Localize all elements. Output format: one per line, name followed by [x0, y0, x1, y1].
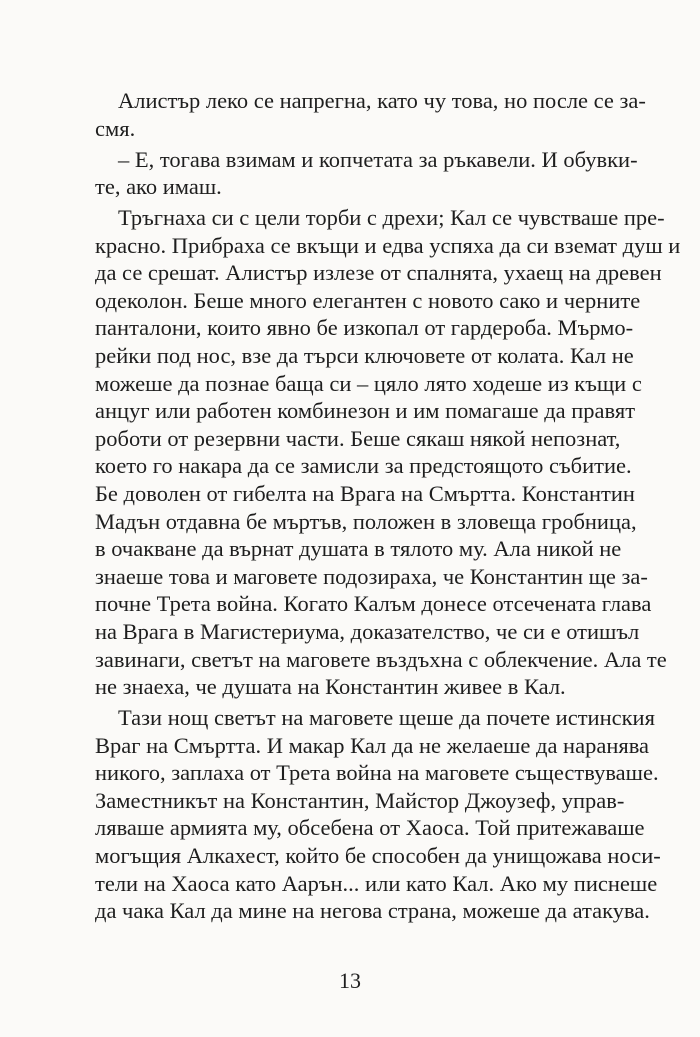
line-text: те, ако имаш. [95, 174, 222, 199]
line-text: анцуг или работен комбинезон и им помагаше да правят [95, 398, 636, 423]
text-line [0, 896, 700, 936]
line-text: ляваше армията му, обсебена от Хаоса. Той притежаваше [95, 815, 645, 840]
line-text: да чака Кал да мине на негова страна, можеше да атакува. [95, 898, 650, 923]
line-text: Заместникът на Константин, Майстор Джоузеф, управ- [95, 788, 625, 813]
line-text: знаеше това и маговете подозираха, че Константин ще за- [95, 564, 648, 589]
line-text: което го накара да се замисли за предстоящото събитие. [95, 453, 632, 478]
line-text: смя. [95, 116, 136, 141]
line-text: – Е, тогава взимам и копчетата за ръкавели. И обувки- [118, 147, 638, 172]
page-number: 13 [339, 968, 361, 993]
line-text: рейки под нос, взе да търси ключовете от колата. Кал не [95, 343, 634, 368]
line-text: тели на Хаоса като Аарън... или като Кал. Ако му писнеше [95, 871, 658, 896]
line-text: никого, заплаха от Трета война на маговете съществуваше. [95, 760, 659, 785]
line-text: Тази нощ светът на маговете щеше да почете истинския [118, 705, 655, 730]
line-text: не знаеха, че душата на Константин живее в Кал. [95, 674, 566, 699]
line-text: в очакване да върнат душата в тялото му. Ала никой не [95, 536, 622, 561]
line-text: красно. Прибраха се вкъщи и едва успяха да си вземат душ и [95, 233, 681, 258]
line-text: могъщия Алкахест, който бе способен да унищожава носи- [95, 843, 661, 868]
line-text: Враг на Смъртта. И макар Кал да не желаеше да наранява [95, 733, 650, 758]
line-text: Бе доволен от гибелта на Врага на Смъртта. Константин [95, 481, 635, 506]
line-text: можеше да познае баща си – цяло лято ходеше из къщи с [95, 371, 642, 396]
line-text: одеколон. Беше много елегантен с новото сако и черните [95, 288, 641, 313]
line-text: на Врага в Магистериума, доказателство, че си е отишъл [95, 619, 640, 644]
line-text: завинаги, светът на маговете въздъхна с облекчение. Ала те [95, 647, 667, 672]
line-text: Алистър леко се напрегна, като чу това, но после се за- [118, 88, 646, 113]
line-text: Мадън отдавна бе мъртъв, положен в зловеща гробница, [95, 509, 637, 534]
line-text: роботи от резервни части. Беше сякаш някой непознат, [95, 426, 621, 451]
line-text: Тръгнаха си с цели торби с дрехи; Кал се чувстваше пре- [118, 205, 665, 230]
line-text: да се срешат. Алистър излезе от спалнята, ухаещ на древен [95, 260, 662, 285]
line-text: почне Трета война. Когато Калъм донесе отсечената глава [95, 591, 652, 616]
line-text: панталони, които явно бе изкопал от гардероба. Мърмо- [95, 315, 634, 340]
